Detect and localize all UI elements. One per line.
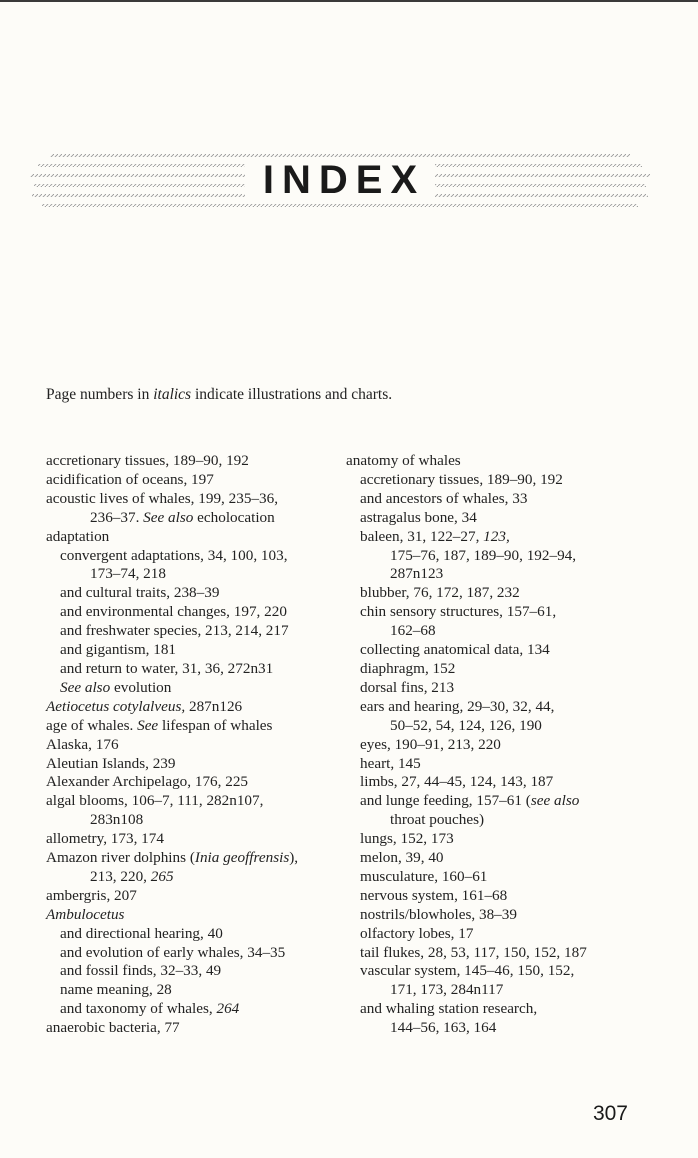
entry-text: olfactory lobes, 17 bbox=[360, 924, 474, 942]
entry-text: nostrils/blowholes, 38–39 bbox=[360, 905, 517, 923]
entry-text: algal blooms, 106–7, 111, 282n107, bbox=[46, 792, 264, 810]
index-entry bbox=[346, 565, 636, 584]
entry-text: 264 bbox=[216, 1000, 240, 1018]
index-entry bbox=[46, 452, 346, 471]
index-entry bbox=[46, 717, 346, 736]
entry-text: eyes, 190–91, 213, 220 bbox=[360, 735, 501, 753]
index-column-right bbox=[346, 452, 636, 1038]
page-title: INDEX bbox=[30, 158, 650, 203]
entry-text: nervous system, 161–68 bbox=[360, 886, 508, 904]
entry-text: allometry, 173, 174 bbox=[46, 830, 164, 848]
index-entry bbox=[46, 584, 346, 603]
entry-text: 213, 220, bbox=[90, 867, 151, 885]
entry-text: and lunge feeding, 157–61 ( bbox=[360, 792, 531, 810]
entry-text: 162–68 bbox=[390, 622, 436, 640]
index-entry bbox=[346, 1019, 636, 1038]
index-entry bbox=[46, 736, 346, 755]
entry-text: age of whales. bbox=[46, 716, 138, 734]
entry-text: See bbox=[137, 716, 159, 734]
index-entry bbox=[346, 452, 636, 471]
index-entry bbox=[346, 849, 636, 868]
entry-text: 287n123 bbox=[390, 565, 444, 583]
index-entry bbox=[46, 962, 346, 981]
index-entry bbox=[46, 622, 346, 641]
entry-text: Inia geoffrensis bbox=[194, 849, 290, 867]
index-entry bbox=[346, 887, 636, 906]
entry-text: see also bbox=[530, 792, 580, 810]
entry-text: ambergris, 207 bbox=[46, 886, 137, 904]
index-banner bbox=[30, 150, 650, 220]
entry-text: Amazon river dolphins ( bbox=[46, 849, 195, 867]
entry-text: Alexander Archipelago, 176, 225 bbox=[46, 773, 249, 791]
index-entry bbox=[46, 641, 346, 660]
entry-text: 144–56, 163, 164 bbox=[390, 1019, 497, 1037]
entry-text: acoustic lives of whales, 199, 235–36, bbox=[46, 489, 278, 507]
index-entry bbox=[46, 868, 346, 887]
index-entry bbox=[46, 471, 346, 490]
index-entry bbox=[46, 792, 346, 811]
index-entry bbox=[46, 830, 346, 849]
index-entry bbox=[346, 603, 636, 622]
index-entry bbox=[46, 660, 346, 679]
entry-text: throat pouches) bbox=[390, 811, 485, 829]
index-entry bbox=[46, 547, 346, 566]
index-entry bbox=[346, 471, 636, 490]
index-entry bbox=[346, 717, 636, 736]
index-entry bbox=[346, 584, 636, 603]
entry-text: name meaning, 28 bbox=[60, 981, 172, 999]
index-entry bbox=[346, 981, 636, 1000]
italics-note: Page numbers in italics indicate illustrations and charts. bbox=[46, 386, 393, 403]
index-entry bbox=[46, 925, 346, 944]
entry-text: ), bbox=[289, 849, 299, 867]
index-entry bbox=[346, 528, 636, 547]
entry-text: 50–52, 54, 124, 126, 190 bbox=[390, 716, 542, 734]
index-entry bbox=[46, 906, 346, 925]
index-entry bbox=[346, 679, 636, 698]
index-column-left bbox=[46, 452, 346, 1038]
entry-text: acidification of oceans, 197 bbox=[46, 470, 214, 488]
entry-text: accretionary tissues, 189–90, 192 bbox=[46, 452, 249, 469]
entry-text: and whaling station research, bbox=[360, 1000, 538, 1018]
entry-text: 171, 173, 284n117 bbox=[390, 981, 504, 999]
entry-text: accretionary tissues, 189–90, 192 bbox=[360, 470, 563, 488]
entry-text: tail flukes, 28, 53, 117, 150, 152, 187 bbox=[360, 943, 587, 961]
entry-text: dorsal fins, 213 bbox=[360, 678, 455, 696]
index-entry bbox=[46, 603, 346, 622]
index-entry bbox=[46, 528, 346, 547]
index-entry bbox=[346, 773, 636, 792]
index-entry bbox=[46, 1000, 346, 1019]
index-entry bbox=[46, 1019, 346, 1038]
entry-text: astragalus bone, 34 bbox=[360, 508, 477, 526]
top-border bbox=[0, 0, 698, 2]
index-entry bbox=[346, 547, 636, 566]
entry-text: blubber, 76, 172, 187, 232 bbox=[360, 584, 520, 602]
entry-text: and freshwater species, 213, 214, 217 bbox=[60, 622, 289, 640]
index-entry bbox=[346, 811, 636, 830]
index-entry bbox=[346, 622, 636, 641]
index-entry bbox=[346, 509, 636, 528]
index-entry bbox=[346, 490, 636, 509]
entry-text: and directional hearing, 40 bbox=[60, 924, 223, 942]
entry-text: See also bbox=[143, 508, 194, 526]
entry-text: adaptation bbox=[46, 527, 110, 545]
index-entry bbox=[346, 755, 636, 774]
index-entry bbox=[346, 868, 636, 887]
index-entry bbox=[46, 509, 346, 528]
index-entry bbox=[46, 811, 346, 830]
index-entry bbox=[46, 849, 346, 868]
entry-text: 175–76, 187, 189–90, 192–94, bbox=[390, 546, 577, 564]
index-entry bbox=[46, 981, 346, 1000]
index-entry bbox=[46, 755, 346, 774]
entry-text: heart, 145 bbox=[360, 754, 421, 772]
entry-text: and evolution of early whales, 34–35 bbox=[60, 943, 286, 961]
index-entry bbox=[46, 490, 346, 509]
entry-text: and return to water, 31, 36, 272n31 bbox=[60, 659, 274, 677]
index-entry bbox=[46, 773, 346, 792]
entry-text: and cultural traits, 238–39 bbox=[60, 584, 220, 602]
index-entry bbox=[346, 736, 636, 755]
entry-text: collecting anatomical data, 134 bbox=[360, 641, 550, 659]
entry-text: vascular system, 145–46, 150, 152, bbox=[360, 962, 575, 980]
page-number: 307 bbox=[592, 1102, 628, 1125]
entry-text: limbs, 27, 44–45, 124, 143, 187 bbox=[360, 773, 554, 791]
index-entry bbox=[346, 698, 636, 717]
entry-text: and environmental changes, 197, 220 bbox=[60, 603, 287, 621]
entry-text: 265 bbox=[150, 867, 174, 885]
entry-text: 123, bbox=[483, 527, 510, 545]
entry-text: baleen, 31, 122–27, bbox=[360, 527, 484, 545]
entry-text: Aetiocetus cotylalveus, bbox=[46, 697, 186, 715]
entry-text: See also bbox=[60, 678, 111, 696]
entry-text: anatomy of whales bbox=[346, 452, 461, 469]
index-entry bbox=[346, 1000, 636, 1019]
index-entry bbox=[46, 679, 346, 698]
entry-text: lifespan of whales bbox=[158, 716, 273, 734]
index-entry bbox=[346, 660, 636, 679]
entry-text: lungs, 152, 173 bbox=[360, 830, 454, 848]
entry-text: chin sensory structures, 157–61, bbox=[360, 603, 557, 621]
entry-text: Aleutian Islands, 239 bbox=[46, 754, 176, 772]
entry-text: diaphragm, 152 bbox=[360, 659, 456, 677]
index-entry bbox=[346, 944, 636, 963]
entry-text: 283n108 bbox=[90, 811, 144, 829]
index-entry bbox=[346, 792, 636, 811]
index-entry bbox=[46, 565, 346, 584]
entry-text: and gigantism, 181 bbox=[60, 641, 177, 659]
index-entry bbox=[346, 925, 636, 944]
entry-text: 173–74, 218 bbox=[90, 565, 166, 583]
entry-text: and ancestors of whales, 33 bbox=[360, 489, 528, 507]
entry-text: convergent adaptations, 34, 100, 103, bbox=[60, 546, 288, 564]
entry-text: evolution bbox=[110, 678, 172, 696]
entry-text: 287n126 bbox=[185, 697, 243, 715]
entry-text: ears and hearing, 29–30, 32, 44, bbox=[360, 697, 555, 715]
entry-text: melon, 39, 40 bbox=[360, 849, 444, 867]
index-entry bbox=[46, 698, 346, 717]
entry-text: and taxonomy of whales, bbox=[60, 1000, 217, 1018]
entry-text: echolocation bbox=[193, 508, 275, 526]
entry-text: 236–37. bbox=[90, 508, 144, 526]
index-entry bbox=[346, 906, 636, 925]
index-entry bbox=[46, 887, 346, 906]
index-entry bbox=[346, 962, 636, 981]
index-entry bbox=[346, 641, 636, 660]
entry-text: anaerobic bacteria, 77 bbox=[46, 1019, 180, 1037]
index-entry bbox=[46, 944, 346, 963]
entry-text: musculature, 160–61 bbox=[360, 867, 488, 885]
entry-text: and fossil finds, 32–33, 49 bbox=[60, 962, 222, 980]
index-entry bbox=[346, 830, 636, 849]
entry-text: Alaska, 176 bbox=[46, 735, 119, 753]
entry-text: Ambulocetus bbox=[46, 905, 125, 923]
